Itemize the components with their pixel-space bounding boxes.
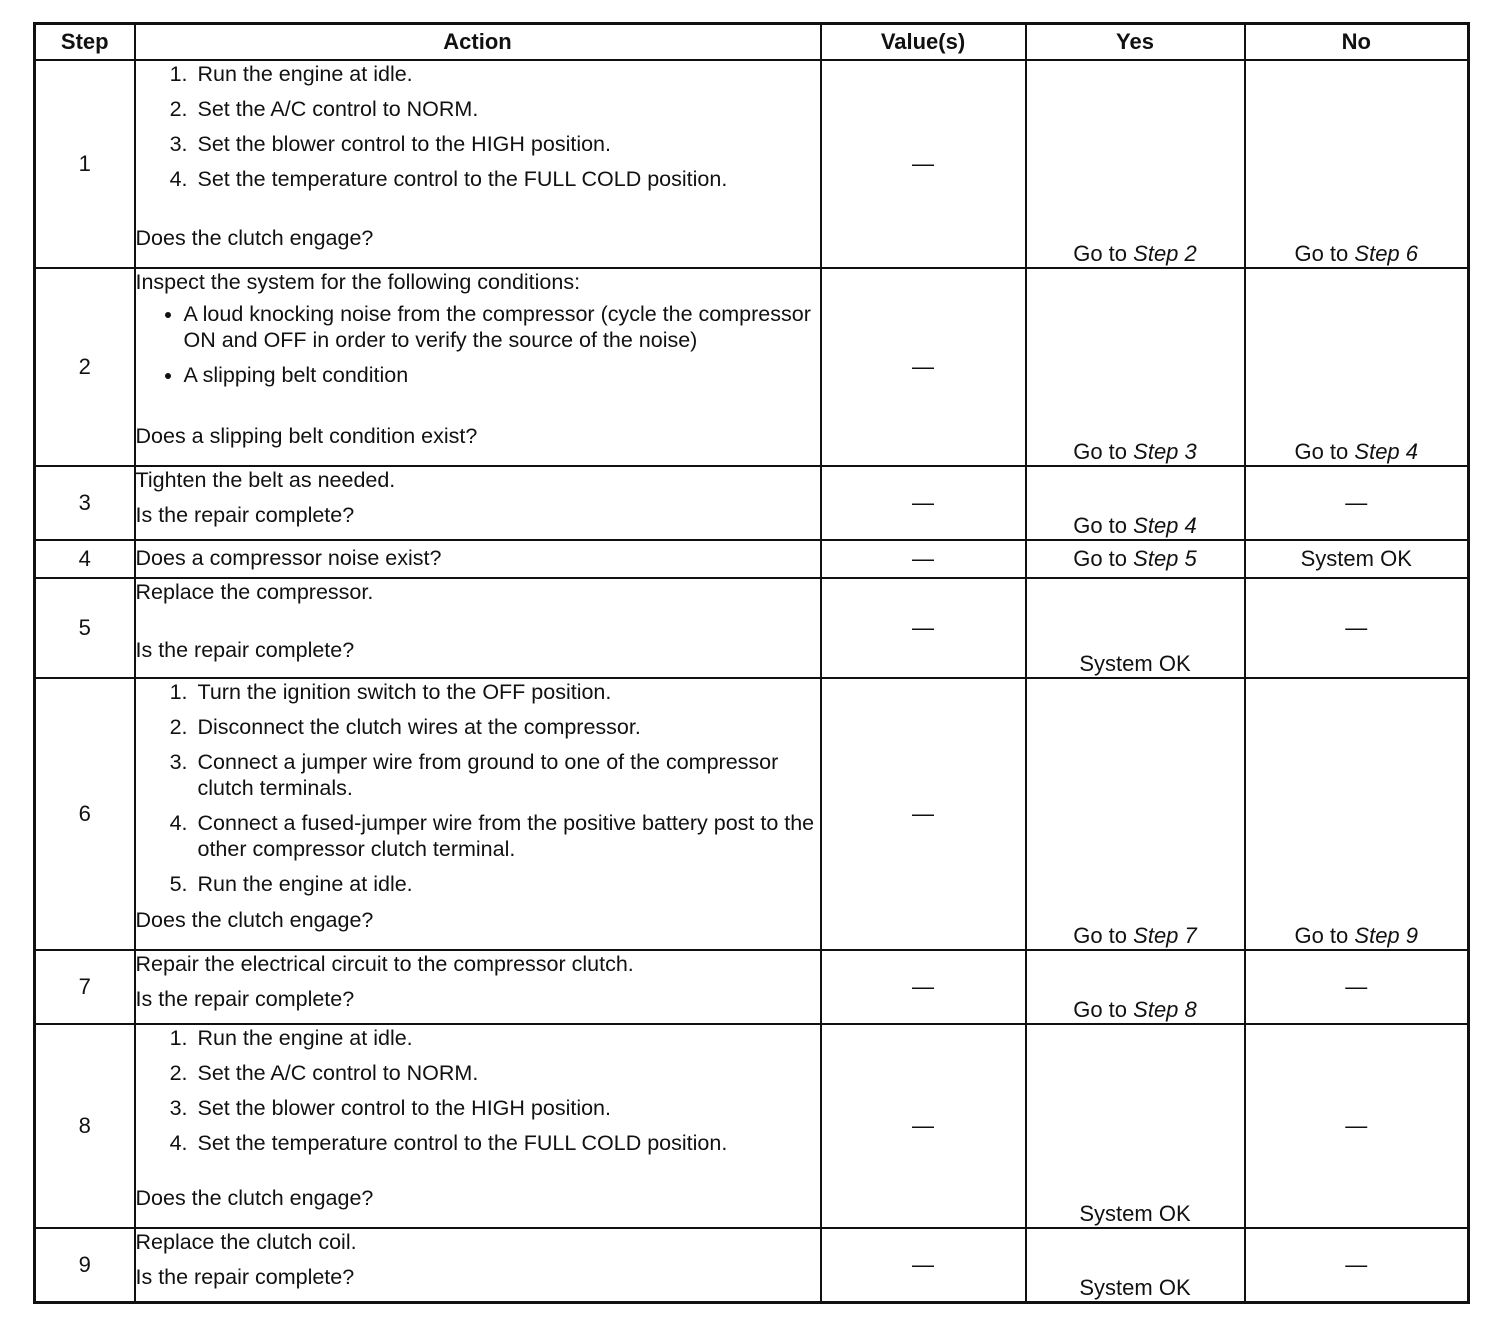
goto-label: Go to <box>1294 923 1349 948</box>
no-cell: — <box>1245 950 1469 1024</box>
action-intro: Inspect the system for the following conditions: <box>135 270 581 294</box>
action-step: 4. Connect a fused-jumper wire from the positive battery post to the other compressor clutch terminal. <box>194 810 820 862</box>
step-number: 8 <box>35 1024 135 1228</box>
yes-cell: System OK <box>1026 1024 1245 1228</box>
action-question: Does the clutch engage? <box>135 226 374 250</box>
step-number: 9 <box>35 1228 135 1302</box>
no-cell: — <box>1245 1024 1469 1228</box>
header-row <box>35 24 1469 61</box>
action-step: 3. Connect a jumper wire from ground to one of the compressor clutch terminals. <box>194 749 820 801</box>
action-cell <box>135 60 821 268</box>
action-cell <box>135 678 821 950</box>
action-question: Is the repair complete? <box>135 503 355 527</box>
action-step: 4. Set the temperature control to the FULL COLD position. <box>194 166 820 192</box>
diagnostic-table <box>33 22 1470 1304</box>
header-action: Action <box>135 24 821 61</box>
action-cell <box>135 268 821 466</box>
step-number: 6 <box>35 678 135 950</box>
action-step: 3. Set the blower control to the HIGH position. <box>194 1095 820 1121</box>
action-steps-list <box>136 679 820 906</box>
step-reference: Step 4 <box>1133 513 1197 538</box>
step-number: 4 <box>35 540 135 578</box>
yes-cell: System OK <box>1026 578 1245 678</box>
action-cell <box>135 1024 821 1228</box>
step-reference: Step 5 <box>1133 546 1197 571</box>
goto-label: Go to <box>1073 997 1128 1022</box>
value-cell: — <box>821 268 1026 466</box>
table-row <box>35 578 1469 678</box>
step-reference: Step 9 <box>1354 923 1419 948</box>
goto-label: Go to <box>1073 439 1128 464</box>
step-reference: Step 3 <box>1133 439 1197 464</box>
action-question: Does a slipping belt condition exist? <box>135 424 478 448</box>
action-intro: Repair the electrical circuit to the compressor clutch. <box>135 952 634 976</box>
action-question: Is the repair complete? <box>135 987 355 1011</box>
table-row <box>35 1024 1469 1228</box>
yes-cell <box>1026 466 1245 540</box>
value-cell: — <box>821 466 1026 540</box>
step-reference: Step 6 <box>1354 241 1419 266</box>
action-step: 2. Set the A/C control to NORM. <box>194 1060 820 1086</box>
value-cell: — <box>821 1228 1026 1302</box>
goto-label: Go to <box>1073 513 1128 538</box>
action-bullet: • A loud knocking noise from the compressor (cycle the compressor ON and OFF in order to verify the source of the noise) <box>184 301 820 353</box>
action-cell <box>135 1228 821 1302</box>
action-step: 5. Run the engine at idle. <box>194 871 820 897</box>
table-row <box>35 466 1469 540</box>
action-bullets-list <box>136 301 820 397</box>
goto-label: Go to <box>1073 923 1128 948</box>
no-cell: — <box>1245 1228 1469 1302</box>
action-question: Does the clutch engage? <box>135 908 374 932</box>
value-cell: — <box>821 60 1026 268</box>
table-row <box>35 60 1469 268</box>
value-cell: — <box>821 540 1026 578</box>
action-question: Does a compressor noise exist? <box>135 546 442 570</box>
value-cell: — <box>821 678 1026 950</box>
action-question: Is the repair complete? <box>135 638 355 662</box>
action-step: 2. Set the A/C control to NORM. <box>194 96 820 122</box>
step-number: 7 <box>35 950 135 1024</box>
action-steps-list <box>136 1025 820 1165</box>
no-cell <box>1245 60 1469 268</box>
action-question: Does the clutch engage? <box>135 1186 374 1210</box>
action-cell <box>135 950 821 1024</box>
step-number: 3 <box>35 466 135 540</box>
no-cell <box>1245 268 1469 466</box>
yes-cell: System OK <box>1026 1228 1245 1302</box>
no-cell: — <box>1245 466 1469 540</box>
header-values: Value(s) <box>821 24 1026 61</box>
header-yes: Yes <box>1026 24 1245 61</box>
value-cell: — <box>821 950 1026 1024</box>
table-row <box>35 678 1469 950</box>
step-reference: Step 8 <box>1133 997 1197 1022</box>
goto-label: Go to <box>1294 439 1349 464</box>
action-intro: Tighten the belt as needed. <box>135 468 396 492</box>
action-step: 3. Set the blower control to the HIGH position. <box>194 131 820 157</box>
action-step: 1. Run the engine at idle. <box>194 61 820 87</box>
step-reference: Step 7 <box>1133 923 1197 948</box>
action-step: 1. Turn the ignition switch to the OFF position. <box>194 679 820 705</box>
value-cell: — <box>821 578 1026 678</box>
action-bullet: • A slipping belt condition <box>184 362 820 388</box>
action-steps-list <box>136 61 820 201</box>
step-number: 2 <box>35 268 135 466</box>
goto-label: Go to <box>1073 241 1128 266</box>
yes-cell <box>1026 950 1245 1024</box>
action-cell <box>135 466 821 540</box>
yes-cell <box>1026 540 1245 578</box>
table-row <box>35 540 1469 578</box>
goto-label: Go to <box>1294 241 1349 266</box>
no-cell <box>1245 678 1469 950</box>
table-row <box>35 1228 1469 1302</box>
step-number: 5 <box>35 578 135 678</box>
action-question: Is the repair complete? <box>135 1265 355 1289</box>
step-reference: Step 4 <box>1354 439 1419 464</box>
yes-cell <box>1026 60 1245 268</box>
no-cell: — <box>1245 578 1469 678</box>
action-step: 4. Set the temperature control to the FULL COLD position. <box>194 1130 820 1156</box>
goto-label: Go to <box>1073 546 1128 571</box>
action-step: 2. Disconnect the clutch wires at the compressor. <box>194 714 820 740</box>
table-row <box>35 950 1469 1024</box>
action-step: 1. Run the engine at idle. <box>194 1025 820 1051</box>
value-cell: — <box>821 1024 1026 1228</box>
action-intro: Replace the clutch coil. <box>135 1230 357 1254</box>
action-cell <box>135 578 821 678</box>
step-reference: Step 2 <box>1133 241 1197 266</box>
header-no: No <box>1245 24 1469 61</box>
no-cell: System OK <box>1245 540 1469 578</box>
step-number: 1 <box>35 60 135 268</box>
header-step: Step <box>35 24 135 61</box>
yes-cell <box>1026 268 1245 466</box>
action-intro: Replace the compressor. <box>135 580 374 604</box>
table-row <box>35 268 1469 466</box>
action-cell <box>135 540 821 578</box>
yes-cell <box>1026 678 1245 950</box>
